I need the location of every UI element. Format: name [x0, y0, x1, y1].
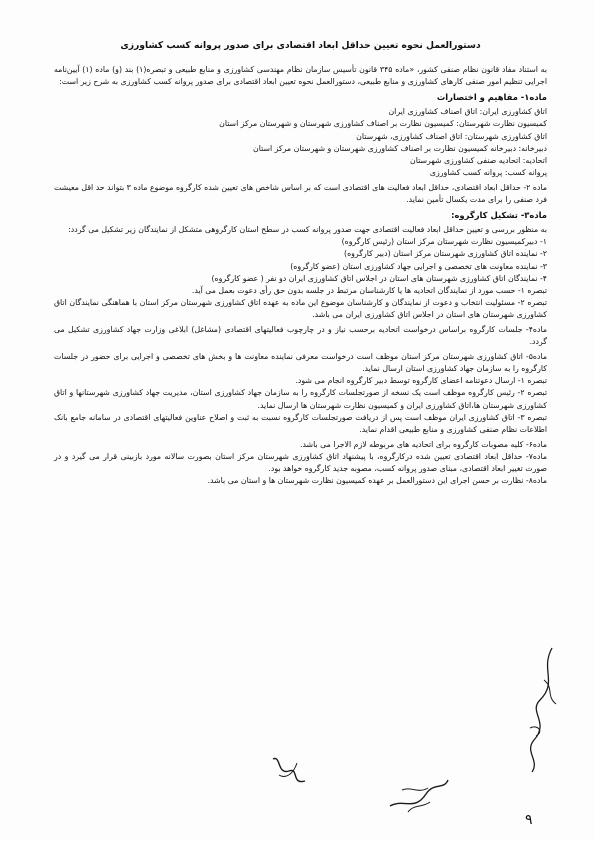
article-4: ماده۴- جلسات کارگروه براساس درخواست اتحادیه برحسب نیاز و در چارچوب فعالیتهای اقتصادی (مشاغل) ابلاغی وزارت جهاد کشاورزی تشکیل می گردد. — [54, 324, 547, 347]
intro-paragraph: به استناد مفاد قانون نظام صنفی کشور، «ماده ۳۴۵ قانون تأسیس سازمان نظام مهندسی کشاورزی و منابع طبیعی و تبصره(۱) بند (و) ماده (۱) آیین‌نامه اجرایی تنظیم امور صنفی کارهای کشاورزی و منابع طبیعی، دستورالعمل نحوه تعیین ابعاد اقتصادی برای صدور پروانه کسب کشاورزی به شرح زیر است: — [54, 65, 548, 87]
definition-item: اتاق کشاورزی شهرستان: اتاق اصناف کشاورزی، شهرستان — [356, 131, 547, 141]
page-number: ۹ — [525, 812, 533, 828]
definition-item: دبیرخانه: دبیرخانه کمیسیون نظارت بر اصناف کشاورزی شهرستان و شهرستان مرکز استان — [252, 143, 547, 153]
article-2: ماده ۲- حداقل ابعاد اقتصادی، حداقل ابعاد فعالیت های اقتصادی است که بر اساس شاخص های تعیین شده کارگروه موضوع ماده ۳ بتواند حد اقل معیشت فرد صنفی را برای مدت یکسال تأمین نماید. — [54, 182, 547, 205]
article-5-note-3: تبصره ۳- اتاق کشاورزی ایران موظف است پس از دریافت صورتجلسات کارگروه نسبت به ثبت و اصلاح عناوین فعالیتهای اقتصادی در سامانه جامع بانک اطلاعات نظام صنفی کشاورزی و منابع طبیعی اقدام نماید. — [54, 412, 547, 434]
definition-item: اتحادیه: اتحادیه صنفی کشاورزی شهرستان — [410, 155, 547, 165]
article-8: ماده۸- نظارت بر حسن اجرای این دستورالعمل بر عهده کمیسیون نظارت شهرستان ها و استان می باشد. — [207, 476, 547, 486]
member-item: ۴- نمایندگان اتاق کشاورزی شهرستان های استان در اجلاس اتاق کشاورزی ایران دو نفر ( عضو کارگروه) — [211, 273, 547, 283]
definition-item: پروانه کسب: پروانه کسب کشاورزی — [429, 167, 547, 177]
signature-right — [510, 640, 570, 780]
article-1-heading: ماده۱- مفاهیم و اختصارات — [436, 92, 547, 103]
definition-item: کمیسیون نظارت شهرستان: کمیسیون نظارت بر اصناف کشاورزی شهرستان و شهرستان مرکز استان — [219, 119, 547, 129]
member-item: ۳- نماینده معاونت های تخصصی و اجرایی جهاد کشاورزی استان (عضو کارگروه) — [290, 261, 547, 271]
signature-left — [384, 768, 454, 818]
article-5-note-1: تبصره ۱- ارسال دعوتنامه اعضای کارگروه توسط دبیر کارگروه انجام می شود. — [295, 376, 547, 386]
member-item: ۱- دبیرکمیسیون نظارت شهرستان مرکز استان (رئیس کارگروه) — [341, 237, 547, 247]
note-1: تبصره ۱- حسب مورد از نمایندگان اتحادیه ها یا کارشناسان مرتبط در جلسه بدون حق رأی دعوت بعمل می آید. — [191, 285, 547, 295]
signature-middle — [265, 745, 313, 793]
note-2: تبصره ۲- مسئولیت انتخاب و دعوت از نمایندگان و کارشناسان موضوع این ماده به عهده اتاق کشاورزی شهرستان مرکز استان با هماهنگی نمایندگان اتاق کشاورزی شهرستان های استان در اجلاس اتاق کشاورزی ایران می باشد. — [54, 297, 547, 319]
article-7: ماده۷- حداقل ابعاد اقتصادی تعیین شده درکارگروه، با پیشنهاد اتاق کشاورزی شهرستان مرکز استان بصورت سالانه مورد بازبینی قرار می گیرد و در صورت تغییر ابعاد اقتصادی، مبنای صدور پروانه کسب، مصوبه جدید کارگروه خواهد بود. — [54, 451, 547, 473]
article-3-intro: به منظور بررسی و تعیین حداقل ابعاد فعالیت اقتصادی جهت صدور پروانه کسب در سطح استان کارگروهی متشکل از نمایندگان زیر تشکیل می گردد: — [68, 225, 547, 235]
member-item: ۲- نماینده اتاق کشاورزی شهرستان مرکز استان (دبیر کارگروه) — [344, 249, 547, 259]
article-3-heading: ماده۳- تشکیل کارگروه: — [451, 210, 547, 221]
document-body — [54, 40, 547, 487]
article-5-note-2: تبصره ۲- رئیس کارگروه موظف است یک نسخه از صورتجلسات کارگروه را به سازمان جهاد کشاورزی استان، مدیریت جهاد کشاورزی شهرستانها و اتاق کشاورزی شهرستان ها،اتاق کشاورزی ایران و کمیسیون نظارت شهرستان ها ارسال نماید. — [54, 388, 547, 410]
article-6: ماده۶- کلیه مصوبات کارگروه برای اتحادیه های مربوطه لازم الاجرا می باشد. — [299, 439, 547, 449]
article-5: ماده۵- اتاق کشاورزی شهرستان مرکز استان موظف است درخواست معرفی نماینده معاونت ها و بخش های تخصصی و اجرایی برای حضور در جلسات کارگروه را به سازمان جهاد کشاورزی استان ارسال نماید. — [54, 352, 547, 374]
definition-item: اتاق کشاورزی ایران: اتاق اصناف کشاورزی ایران — [388, 107, 547, 117]
document-title: دستورالعمل نحوه تعیین حداقل ابعاد اقتصادی برای صدور پروانه کسب کشاورزی — [120, 40, 481, 51]
